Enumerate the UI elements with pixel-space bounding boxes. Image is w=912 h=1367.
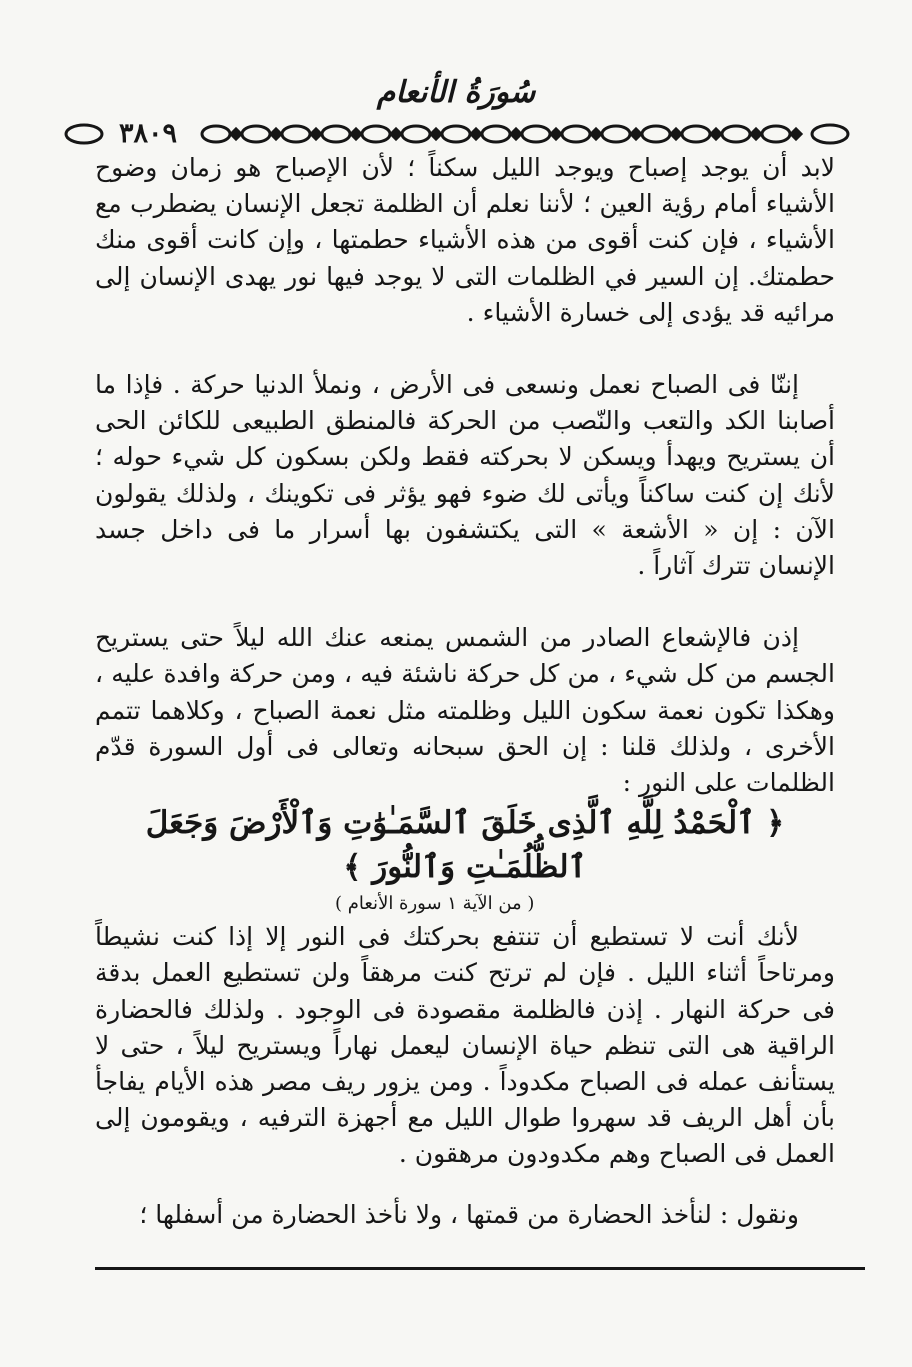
ornament-link — [282, 126, 310, 142]
ornament-diamond — [551, 129, 561, 139]
ornament-diamond — [471, 129, 481, 139]
paragraph-3: إذن فالإشعاع الصادر من الشمس يمنعه عنك الله ليلاً حتى يستريح الجسم من كل شيء ، من كل حركة ناشئة فيه ، ومن حركة وافدة عليه ، وهكذا تكون نعمة سكون الليل وظلمته مثل نعمة الصباح ، وكلاهما تتمم الأخرى ، ولذلك قلنا : إن الحق سبحانه وتعالى فى أول السورة قدّم الظلمات على النور : — [95, 623, 835, 798]
ornament-link — [682, 126, 710, 142]
ornament-diamond — [231, 129, 241, 139]
ornament-link — [402, 126, 430, 142]
paragraph-2: إننّا فى الصباح نعمل ونسعى فى الأرض ، ونملأ الدنيا حركة . فإذا ما أصابنا الكد والتعب والنّصب من الحركة فالمنطق الطبيعى للكائن الحى أن يستريح ويهدأ ويسكن لا بحركته فقط ولكن بسكون كل شيء حوله ؛ لأنك إن كنت ساكناً ويأتى لك ضوء فهو يؤثر فى تكوينك ، ولذلك يقولون الآن : إن « الأشعة » التى يكتشفون بها أسرار ما فى داخل جسد الإنسان تترك آثاراً . — [95, 370, 835, 581]
ornament-link — [602, 126, 630, 142]
ornament-end-left — [66, 125, 102, 143]
ornament-diamond — [311, 129, 321, 139]
quran-verse: ﴿ ٱلْحَمْدُ لِلَّهِ ٱلَّذِى خَلَقَ ٱلسَّمَـٰوَٰتِ وَٱلْأَرْضَ وَجَعَلَ ٱلظُّلُمَـٰتِ وَٱلنُّورَ ﴾ — [145, 805, 785, 886]
ornament-diamond — [591, 129, 601, 139]
surah-title: سُورَةُ الأنعام — [376, 75, 536, 110]
paragraph-4: لأنك أنت لا تستطيع أن تنتفع بحركتك فى النور إلا إذا كنت نشيطاً ومرتاحاً أثناء الليل . فإن لم ترتح كنت مرهقاً ولن تستطيع العمل بدقة فى حركة النهار . إذن فالظلمة مقصودة فى الوجود . ولذلك فالحضارة الراقية هى التى تنظم حياة الإنسان ليعمل نهاراً ويستريح ليلاً ، حتى لا يستأنف عمله فى الصباح مكدوداً . ومن يزور ريف مصر هذه الأيام يفاجأ بأن أهل الريف قد سهروا طوال الليل مع أجهزة الترفيه ، ويقومون إلى العمل فى الصباح وهم مكدودون مرهقون . — [95, 922, 835, 1169]
paragraph-5: ونقول : لنأخذ الحضارة من قمتها ، ولا نأخذ الحضارة من أسفلها ؛ — [139, 1199, 799, 1229]
verse-reference: ( من الآية ١ سورة الأنعام ) — [335, 893, 535, 915]
ornament-diamond — [351, 129, 361, 139]
ornament-link — [242, 126, 270, 142]
ornament-diamond — [431, 129, 441, 139]
page-number: ٣٨٠٩ — [108, 118, 188, 150]
ornament-diamond — [711, 129, 721, 139]
ornament-diamond — [671, 129, 681, 139]
ornament-link — [322, 126, 350, 142]
ornament-link — [442, 126, 470, 142]
paragraph-1: لابد أن يوجد إصباح ويوجد الليل سكناً ؛ لأن الإصباح هو زمان وضوح الأشياء أمام رؤية العين ؛ لأننا نعلم أن الظلمة تجعل الإنسان يضطرب مع الأشياء ، فإن كنت أقوى من هذه الأشياء حطمتها ، وإن كانت أقوى منك حطمتك. إن السير في الظلمات التى لا يوجد فيها نور يهدى الإنسان إلى مرائيه قد يؤدى إلى خسارة الأشياء . — [95, 153, 835, 327]
ornament-end-right — [812, 125, 848, 143]
ornament-link — [562, 126, 590, 142]
ornament-diamond — [391, 129, 401, 139]
ornament-link — [362, 126, 390, 142]
ornament-diamond — [751, 129, 761, 139]
ornament-diamond — [631, 129, 641, 139]
ornament-link — [642, 126, 670, 142]
page-body — [95, 150, 835, 1233]
ornament-link — [202, 126, 230, 142]
ornament-diamond — [511, 129, 521, 139]
ornament-diamond — [271, 129, 281, 139]
ornament-link — [482, 126, 510, 142]
ornament-link — [522, 126, 550, 142]
bottom-rule — [95, 1267, 865, 1270]
ornament-link — [722, 126, 750, 142]
ornament-diamond — [791, 129, 801, 139]
ornament-link — [762, 126, 790, 142]
